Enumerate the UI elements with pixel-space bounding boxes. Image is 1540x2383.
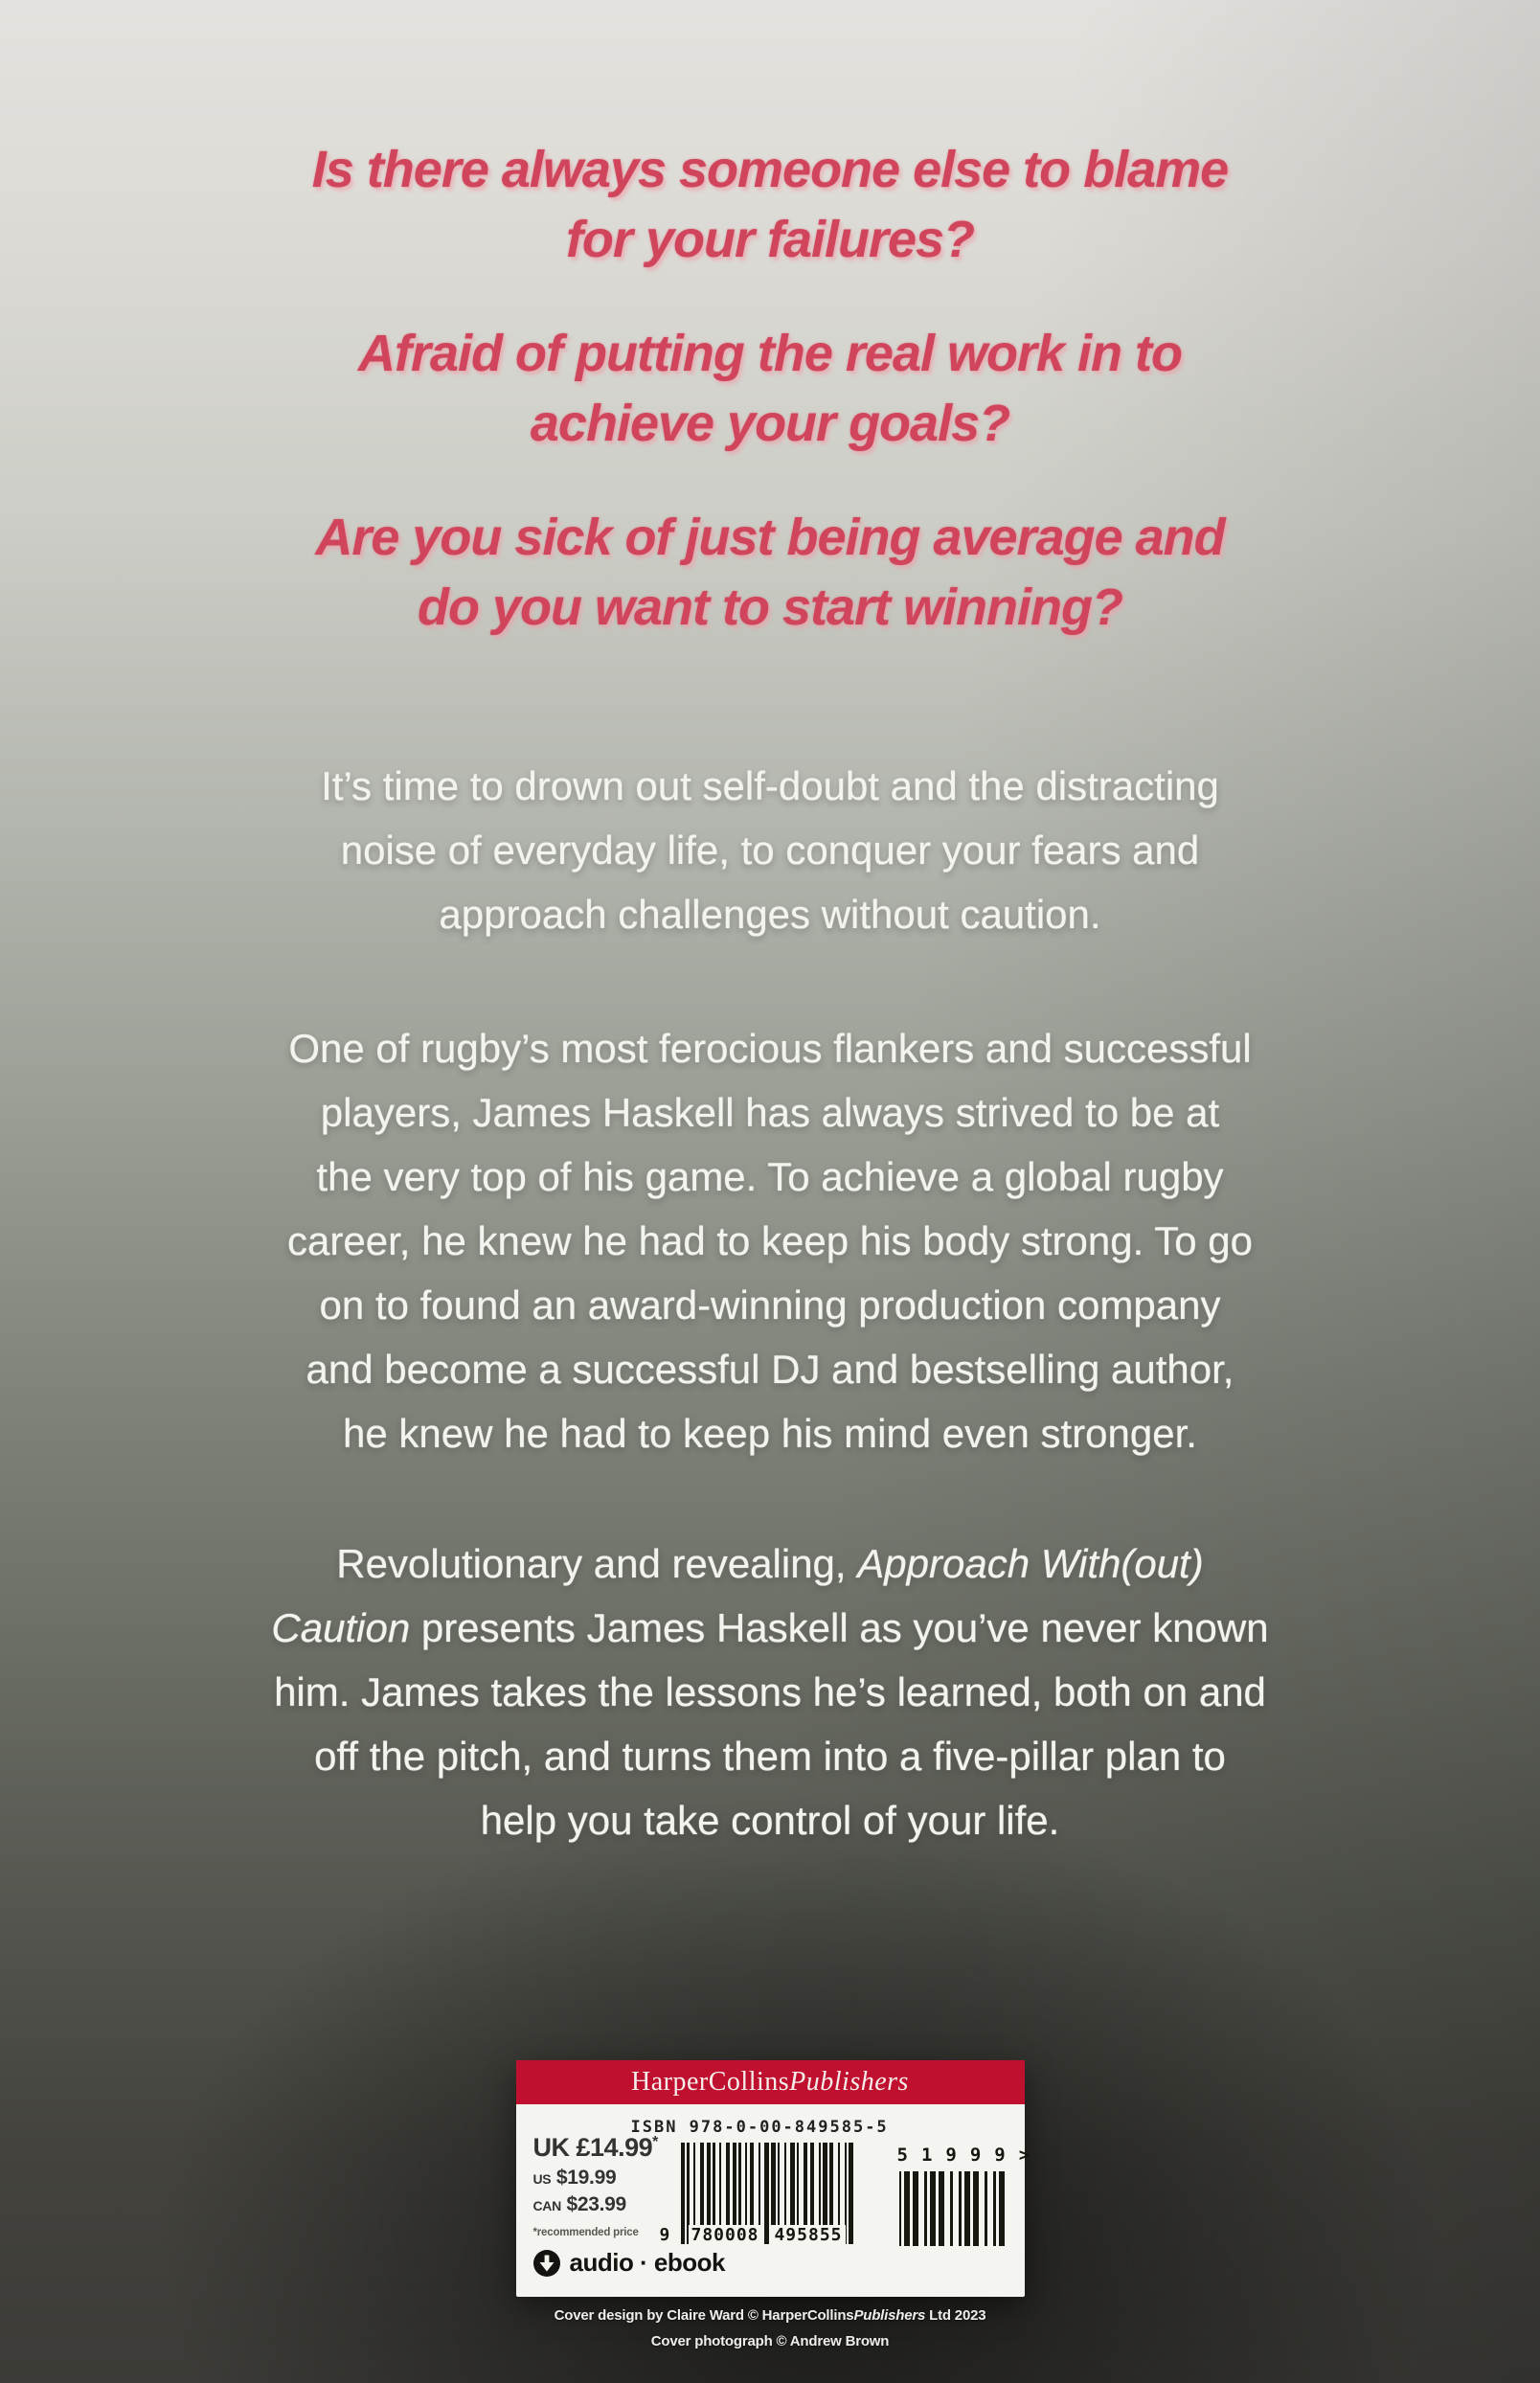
publisher-banner <box>516 2060 1025 2104</box>
blurb-line: It’s time to drown out self-doubt and the distracting <box>321 763 1219 808</box>
ean-group-2: 495855 <box>771 2225 845 2245</box>
price-value: £14.99 <box>576 2133 653 2162</box>
formats-text: audio · ebook <box>569 2248 725 2277</box>
blurb-line: players, James Haskell has always strived to be at <box>320 1090 1220 1135</box>
blurb-line: approach challenges without caution. <box>439 892 1101 937</box>
blurb-line: and become a successful DJ and bestselling author, <box>306 1347 1234 1392</box>
blurb-paragraph-2 <box>0 1016 1540 1465</box>
recommended-price-note: *recommended price <box>532 2227 639 2238</box>
blurb-line: on to found an award-winning production company <box>319 1282 1221 1328</box>
credit-text: Cover design by Claire Ward © HarperCollins <box>554 2307 854 2324</box>
publisher-logotype-italic: Publishers <box>789 2067 909 2097</box>
headline-line: for your failures? <box>565 211 975 268</box>
blurb-paragraph-1 <box>0 754 1540 946</box>
price-value: $23.99 <box>566 2193 626 2215</box>
blurb-line: career, he knew he had to keep his body strong. To go <box>287 1218 1253 1263</box>
isbn-number: ISBN 978-0-00-849585-5 <box>630 2118 889 2137</box>
cover-credits <box>0 2303 1540 2354</box>
blurb-text: presents James Haskell as you’ve never known <box>410 1605 1269 1650</box>
supplement-digits: 51999 <box>896 2145 1019 2166</box>
headline-line: Are you sick of just being average and <box>315 509 1225 566</box>
blurb-text: Revolutionary and revealing, <box>336 1541 858 1586</box>
blurb-line <box>0 1596 1540 1660</box>
ean-group-1: 780008 <box>689 2225 762 2245</box>
headline-question-3 <box>0 503 1540 643</box>
supplement-barcode <box>899 2171 1005 2246</box>
blurb-line: the very top of his game. To achieve a global rugby <box>316 1154 1224 1199</box>
download-icon <box>533 2250 560 2277</box>
price-block <box>533 2135 658 2239</box>
price-can <box>533 2194 658 2214</box>
blurb-line <box>0 1532 1540 1596</box>
currency-label: US <box>532 2171 552 2187</box>
ean-digit-9: 9 <box>659 2225 670 2245</box>
credit-text: Ltd 2023 <box>925 2307 986 2324</box>
blurb-paragraph-3 <box>0 1532 1540 1852</box>
ean-digits <box>681 2225 853 2245</box>
supplement-arrow: > <box>1018 2145 1030 2166</box>
supplement-code <box>896 2145 1030 2166</box>
currency-label: UK <box>532 2133 570 2162</box>
headline-line: do you want to start winning? <box>418 579 1122 636</box>
blurb-line: he knew he had to keep his mind even stronger. <box>343 1411 1197 1456</box>
headline-question-2 <box>0 319 1540 459</box>
blurb-line: noise of everyday life, to conquer your fears and <box>340 828 1200 873</box>
book-title-italic: Approach With(out) <box>857 1541 1204 1586</box>
headline-line: Is there always someone else to blame <box>311 141 1229 198</box>
currency-label: CAN <box>532 2198 561 2213</box>
price-barcode-label <box>516 2060 1030 2297</box>
blurb-line: One of rugby’s most ferocious flankers and successful <box>288 1026 1252 1071</box>
barcode-panel <box>516 2104 1030 2297</box>
blurb-line: him. James takes the lessons he’s learned, both on and <box>274 1669 1266 1714</box>
blurb-line: off the pitch, and turns them into a five-pillar plan to <box>314 1734 1226 1779</box>
formats-row <box>533 2248 726 2278</box>
price-uk <box>533 2135 658 2161</box>
book-title-italic: Caution <box>271 1605 411 1650</box>
publisher-logotype: HarperCollins <box>631 2067 790 2097</box>
headline-question-1 <box>0 135 1540 275</box>
headline-line: Afraid of putting the real work in to <box>358 325 1182 382</box>
headline-line: achieve your goals? <box>530 395 1010 452</box>
credit-line-photo: Cover photograph © Andrew Brown <box>650 2333 890 2349</box>
credit-text-italic: Publishers <box>853 2307 926 2324</box>
price-asterisk: * <box>652 2134 658 2150</box>
price-value: $19.99 <box>555 2167 617 2189</box>
blurb-line: help you take control of your life. <box>480 1798 1060 1843</box>
price-us <box>533 2167 658 2188</box>
credit-line-design <box>0 2303 1540 2328</box>
